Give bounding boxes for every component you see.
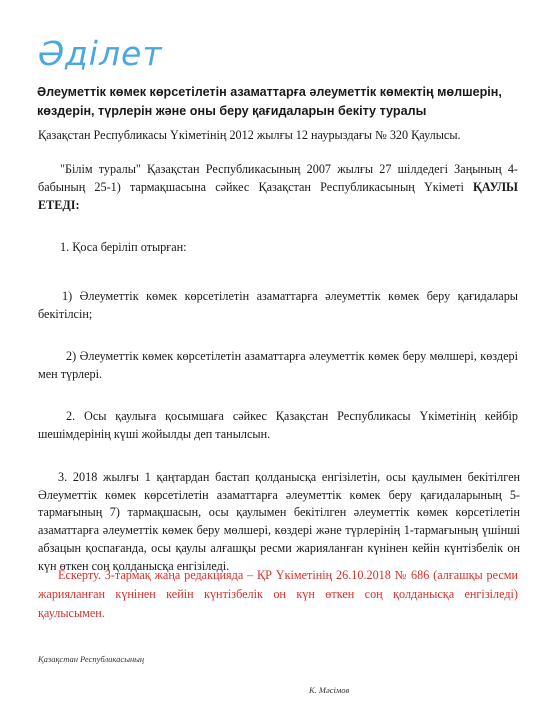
item-1-subitem-1: 1) Әлеуметтік көмек көрсетілетін азаматтарға әлеуметтік көмек беру қағидалары бекітілсін;: [38, 289, 518, 321]
amendment-note: Ескерту. 3-тармақ жаңа редакцияда – ҚР Үкіметінің 26.10.2018 № 686 (алғашқы ресми жарияланған күнінен кейін күнтізбелік он күн өткен соң қолданысқа енгізіледі) қаулысымен.: [38, 568, 518, 620]
item-1: 1. Қоса беріліп отырған:: [60, 240, 187, 254]
item-2: 2. Осы қаулыға қосымшаға сәйкес Қазақстан Республикасы Үкіметінің кейбір шешімдерінің күші жойылды деп танылсын.: [38, 409, 518, 441]
document-title: Әлеуметтік көмек көрсетілетін азаматтарға әлеуметтік көмектің мөлшерін, көздерін, түрлерін және оны беру қағидаларын бекіту туралы: [37, 85, 502, 118]
item-1-subitem-2: 2) Әлеуметтік көмек көрсетілетін азаматтарға әлеуметтік көмек беру мөлшері, көздері мен түрлері.: [38, 349, 518, 381]
decree-reference: Қазақстан Республикасы Үкіметінің 2012 жылғы 12 наурыздағы № 320 Қаулысы.: [38, 128, 461, 142]
preamble-emphasis: ҚАУЛЫ ЕТЕДІ:: [38, 180, 518, 212]
item-3: 3. 2018 жылғы 1 қаңтардан бастап қолданысқа енгізілетін, осы қаулымен бекітілген Әлеуметтік көмек көрсетілетін азаматтарға әлеуметтік көмек беру қағидаларының 5-тармағының 7) тармақшасын, осы қаулымен бекітілген әлеуметтік көмек көрсетілетін азаматтарға әлеуметтік көмек беру мөлшері, көздері және түрлерінің 1-тармағының үшінші абзацын қоспағанда, осы қаулы алғашқы ресми жарияланған күнінен кейін күнтізбелік он күн өткен соң қолданысқа енгізіледі.: [38, 470, 520, 573]
adilet-logo: [38, 34, 163, 74]
logo-text-part1: Әді: [38, 34, 99, 73]
logo-text-part2: лет: [98, 34, 163, 73]
preamble-text: "Білім туралы" Қазақстан Республикасының 2007 жылғы 27 шілдедегі Заңының 4-бабының 25-1) тармақшасына сәйкес Қазақстан Республикасының Үкіметі: [38, 162, 518, 194]
signature-right: К. Мәсімов: [309, 685, 350, 695]
preamble: [38, 160, 518, 214]
signature-left: Қазақстан Республикасының: [38, 654, 145, 664]
